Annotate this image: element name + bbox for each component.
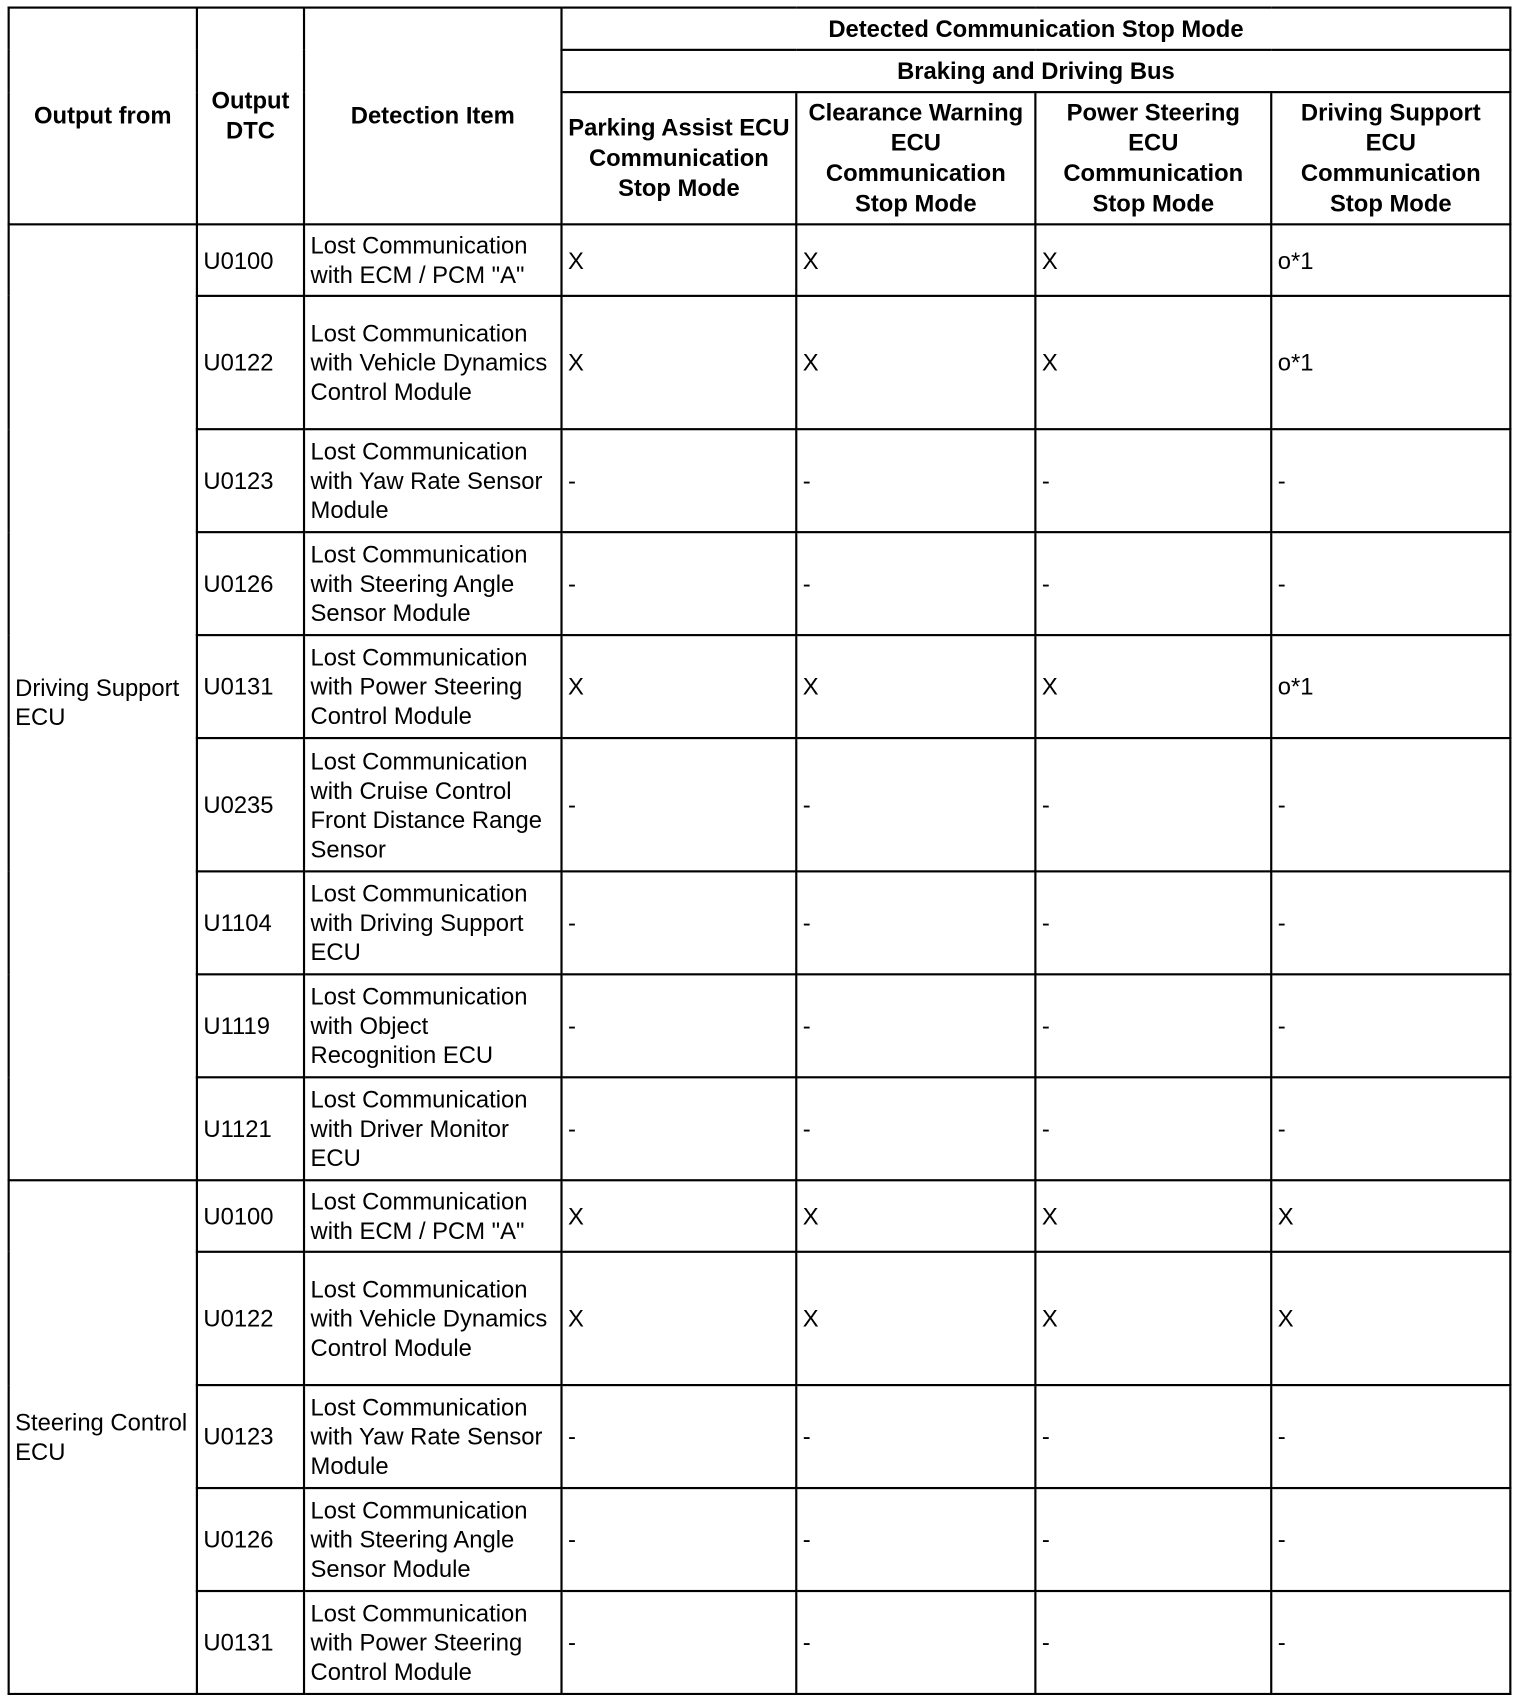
mode-mark: - (796, 429, 1035, 532)
mode-mark: - (1271, 1077, 1510, 1180)
detection-item: Lost Communication with Vehicle Dynamics Control Module (304, 296, 561, 429)
mode-mark: - (796, 532, 1035, 635)
mode-mark: - (1271, 1488, 1510, 1591)
mode-mark: - (796, 871, 1035, 974)
mode-mark: - (1035, 429, 1271, 532)
dtc-table (8, 7, 1512, 1695)
dtc-code: U0126 (197, 1488, 304, 1591)
mode-mark: X (562, 1180, 797, 1252)
mode-mark: - (562, 871, 797, 974)
mode-mark: X (1035, 635, 1271, 738)
mode-mark: X (796, 224, 1035, 296)
mode-mark: - (1035, 1077, 1271, 1180)
header-output-dtc: Output DTC (197, 8, 304, 225)
dtc-code: U0100 (197, 1180, 304, 1252)
mode-mark: X (796, 296, 1035, 429)
table-row (9, 635, 1511, 738)
mode-mark: - (562, 429, 797, 532)
mode-mark: - (796, 1591, 1035, 1694)
mode-mark: X (562, 635, 797, 738)
detection-item: Lost Communication with Driving Support ECU (304, 871, 561, 974)
mode-mark: - (562, 1488, 797, 1591)
mode-mark: - (1271, 871, 1510, 974)
table-row (9, 1180, 1511, 1252)
header-parking-assist: Parking Assist ECU Communication Stop Mode (562, 92, 797, 224)
mode-mark: - (1271, 532, 1510, 635)
mode-mark: X (1271, 1180, 1510, 1252)
table-header (9, 8, 1511, 225)
group-name: Steering Control ECU (9, 1180, 197, 1694)
mode-mark: - (1271, 738, 1510, 871)
dtc-code: U1119 (197, 974, 304, 1077)
table-row (9, 296, 1511, 429)
detection-item: Lost Communication with Power Steering Control Module (304, 1591, 561, 1694)
mode-mark: - (562, 532, 797, 635)
mode-mark: - (1035, 1591, 1271, 1694)
mode-mark: - (1035, 974, 1271, 1077)
detection-item: Lost Communication with Driver Monitor ECU (304, 1077, 561, 1180)
header-detected-mode: Detected Communication Stop Mode (562, 8, 1511, 50)
mode-mark: X (562, 296, 797, 429)
dtc-code: U1104 (197, 871, 304, 974)
detection-item: Lost Communication with Steering Angle Sensor Module (304, 532, 561, 635)
table-row (9, 1252, 1511, 1385)
mode-mark: o*1 (1271, 296, 1510, 429)
group-name: Driving Support ECU (9, 224, 197, 1180)
mode-mark: - (1035, 1385, 1271, 1488)
dtc-code: U1121 (197, 1077, 304, 1180)
mode-mark: X (1271, 1252, 1510, 1385)
mode-mark: X (1035, 1252, 1271, 1385)
table-row (9, 974, 1511, 1077)
detection-item: Lost Communication with Vehicle Dynamics Control Module (304, 1252, 561, 1385)
detection-item: Lost Communication with Object Recognition ECU (304, 974, 561, 1077)
mode-mark: - (562, 738, 797, 871)
mode-mark: - (796, 1385, 1035, 1488)
mode-mark: o*1 (1271, 224, 1510, 296)
mode-mark: - (796, 1077, 1035, 1180)
table-body (9, 224, 1511, 1694)
header-output-from: Output from (9, 8, 197, 225)
header-bus: Braking and Driving Bus (562, 50, 1511, 92)
mode-mark: - (1035, 738, 1271, 871)
mode-mark: - (562, 1591, 797, 1694)
table-row (9, 532, 1511, 635)
detection-item: Lost Communication with ECM / PCM "A" (304, 1180, 561, 1252)
mode-mark: - (1271, 1385, 1510, 1488)
dtc-code: U0122 (197, 1252, 304, 1385)
mode-mark: - (796, 1488, 1035, 1591)
mode-mark: o*1 (1271, 635, 1510, 738)
mode-mark: X (796, 635, 1035, 738)
mode-mark: - (1271, 429, 1510, 532)
detection-item: Lost Communication with Steering Angle Sensor Module (304, 1488, 561, 1591)
table-row (9, 1385, 1511, 1488)
table-row (9, 1488, 1511, 1591)
mode-mark: - (1271, 974, 1510, 1077)
table-row (9, 1591, 1511, 1694)
mode-mark: X (1035, 224, 1271, 296)
dtc-code: U0100 (197, 224, 304, 296)
dtc-code: U0123 (197, 1385, 304, 1488)
detection-item: Lost Communication with Yaw Rate Sensor Module (304, 429, 561, 532)
header-clearance-warning: Clearance Warning ECU Communication Stop Mode (796, 92, 1035, 224)
dtc-code: U0126 (197, 532, 304, 635)
header-driving-support: Driving Support ECU Communication Stop Mode (1271, 92, 1510, 224)
mode-mark: X (1035, 1180, 1271, 1252)
dtc-code: U0235 (197, 738, 304, 871)
mode-mark: X (562, 224, 797, 296)
mode-mark: X (796, 1180, 1035, 1252)
mode-mark: - (796, 974, 1035, 1077)
table-row (9, 871, 1511, 974)
detection-item: Lost Communication with ECM / PCM "A" (304, 224, 561, 296)
table-row (9, 738, 1511, 871)
mode-mark: X (796, 1252, 1035, 1385)
mode-mark: X (562, 1252, 797, 1385)
mode-mark: - (1035, 1488, 1271, 1591)
header-power-steering: Power Steering ECU Communication Stop Mode (1035, 92, 1271, 224)
mode-mark: - (562, 974, 797, 1077)
mode-mark: - (796, 738, 1035, 871)
dtc-code: U0131 (197, 1591, 304, 1694)
detection-item: Lost Communication with Yaw Rate Sensor Module (304, 1385, 561, 1488)
detection-item: Lost Communication with Cruise Control Front Distance Range Sensor (304, 738, 561, 871)
mode-mark: - (1035, 871, 1271, 974)
mode-mark: - (1271, 1591, 1510, 1694)
dtc-code: U0123 (197, 429, 304, 532)
table-row (9, 224, 1511, 296)
mode-mark: X (1035, 296, 1271, 429)
dtc-code: U0131 (197, 635, 304, 738)
mode-mark: - (562, 1077, 797, 1180)
detection-item: Lost Communication with Power Steering Control Module (304, 635, 561, 738)
table-row (9, 429, 1511, 532)
mode-mark: - (1035, 532, 1271, 635)
mode-mark: - (562, 1385, 797, 1488)
table-row (9, 1077, 1511, 1180)
dtc-code: U0122 (197, 296, 304, 429)
header-detection-item: Detection Item (304, 8, 561, 225)
